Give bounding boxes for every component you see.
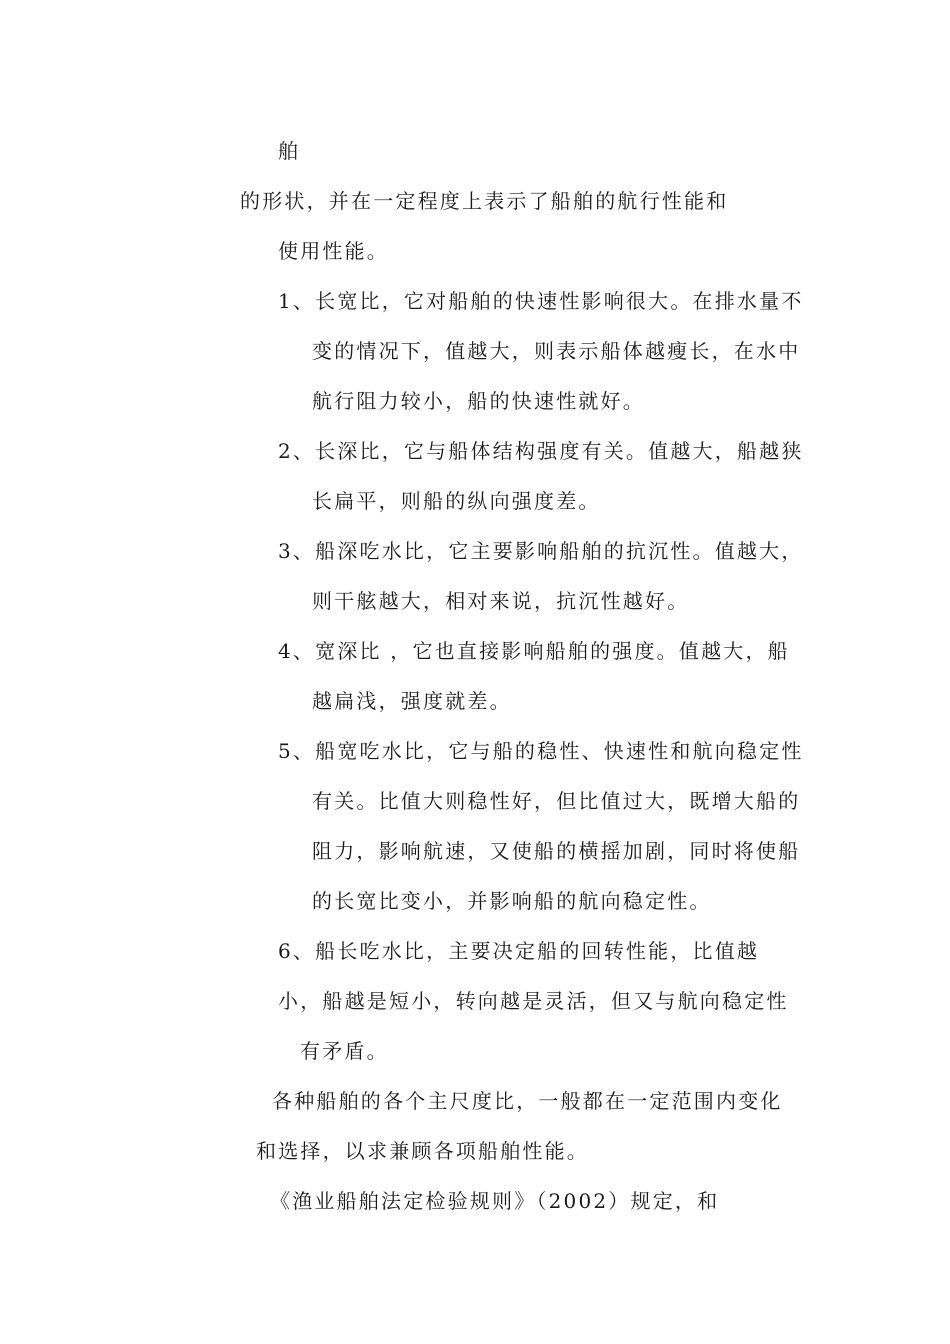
text-line: 长扁平，则船的纵向强度差。 [312, 489, 601, 513]
text-line: 有矛盾。 [300, 1039, 389, 1063]
text-line: 变的情况下，值越大，则表示船体越瘦长，在水中 [312, 339, 801, 363]
list-item-5: 5、船宽吃水比，它与船的稳性、快速性和航向稳定性 [278, 739, 804, 763]
text-line: 使用性能。 [278, 239, 389, 263]
text-line: 舶 [278, 139, 301, 163]
list-item-3: 3、船深吃水比，它主要影响船舶的抗沉性。值越大， [278, 539, 804, 563]
text-line: 和选择，以求兼顾各项船舶性能。 [256, 1139, 589, 1163]
text-line: 则干舷越大，相对来说，抗沉性越好。 [312, 589, 690, 613]
text-line: 阻力，影响航速，又使船的横摇加剧，同时将使船 [312, 839, 801, 863]
text-line: 《渔业船舶法定检验规则》（2002）规定，和 [270, 1189, 720, 1213]
list-item-6: 6、船长吃水比，主要决定船的回转性能，比值越 [278, 939, 760, 963]
text-line: 有关。比值大则稳性好，但比值过大，既增大船的 [312, 789, 801, 813]
text-line: 航行阻力较小，船的快速性就好。 [312, 389, 645, 413]
list-item-1: 1、长宽比，它对船舶的快速性影响很大。在排水量不 [278, 289, 804, 313]
text-line: 的长宽比变小，并影响船的航向稳定性。 [312, 889, 712, 913]
text-line: 小，船越是短小，转向越是灵活，但又与航向稳定性 [278, 989, 789, 1013]
text-line: 越扁浅，强度就差。 [312, 689, 512, 713]
list-item-2: 2、长深比，它与船体结构强度有关。值越大，船越狭 [278, 439, 804, 463]
text-line: 各种船舶的各个主尺度比，一般都在一定范围内变化 [272, 1089, 783, 1113]
text-line: 的形状，并在一定程度上表示了船舶的航行性能和 [240, 189, 729, 213]
list-item-4: 4、宽深比 ，它也直接影响船舶的强度。值越大，船 [278, 639, 790, 663]
